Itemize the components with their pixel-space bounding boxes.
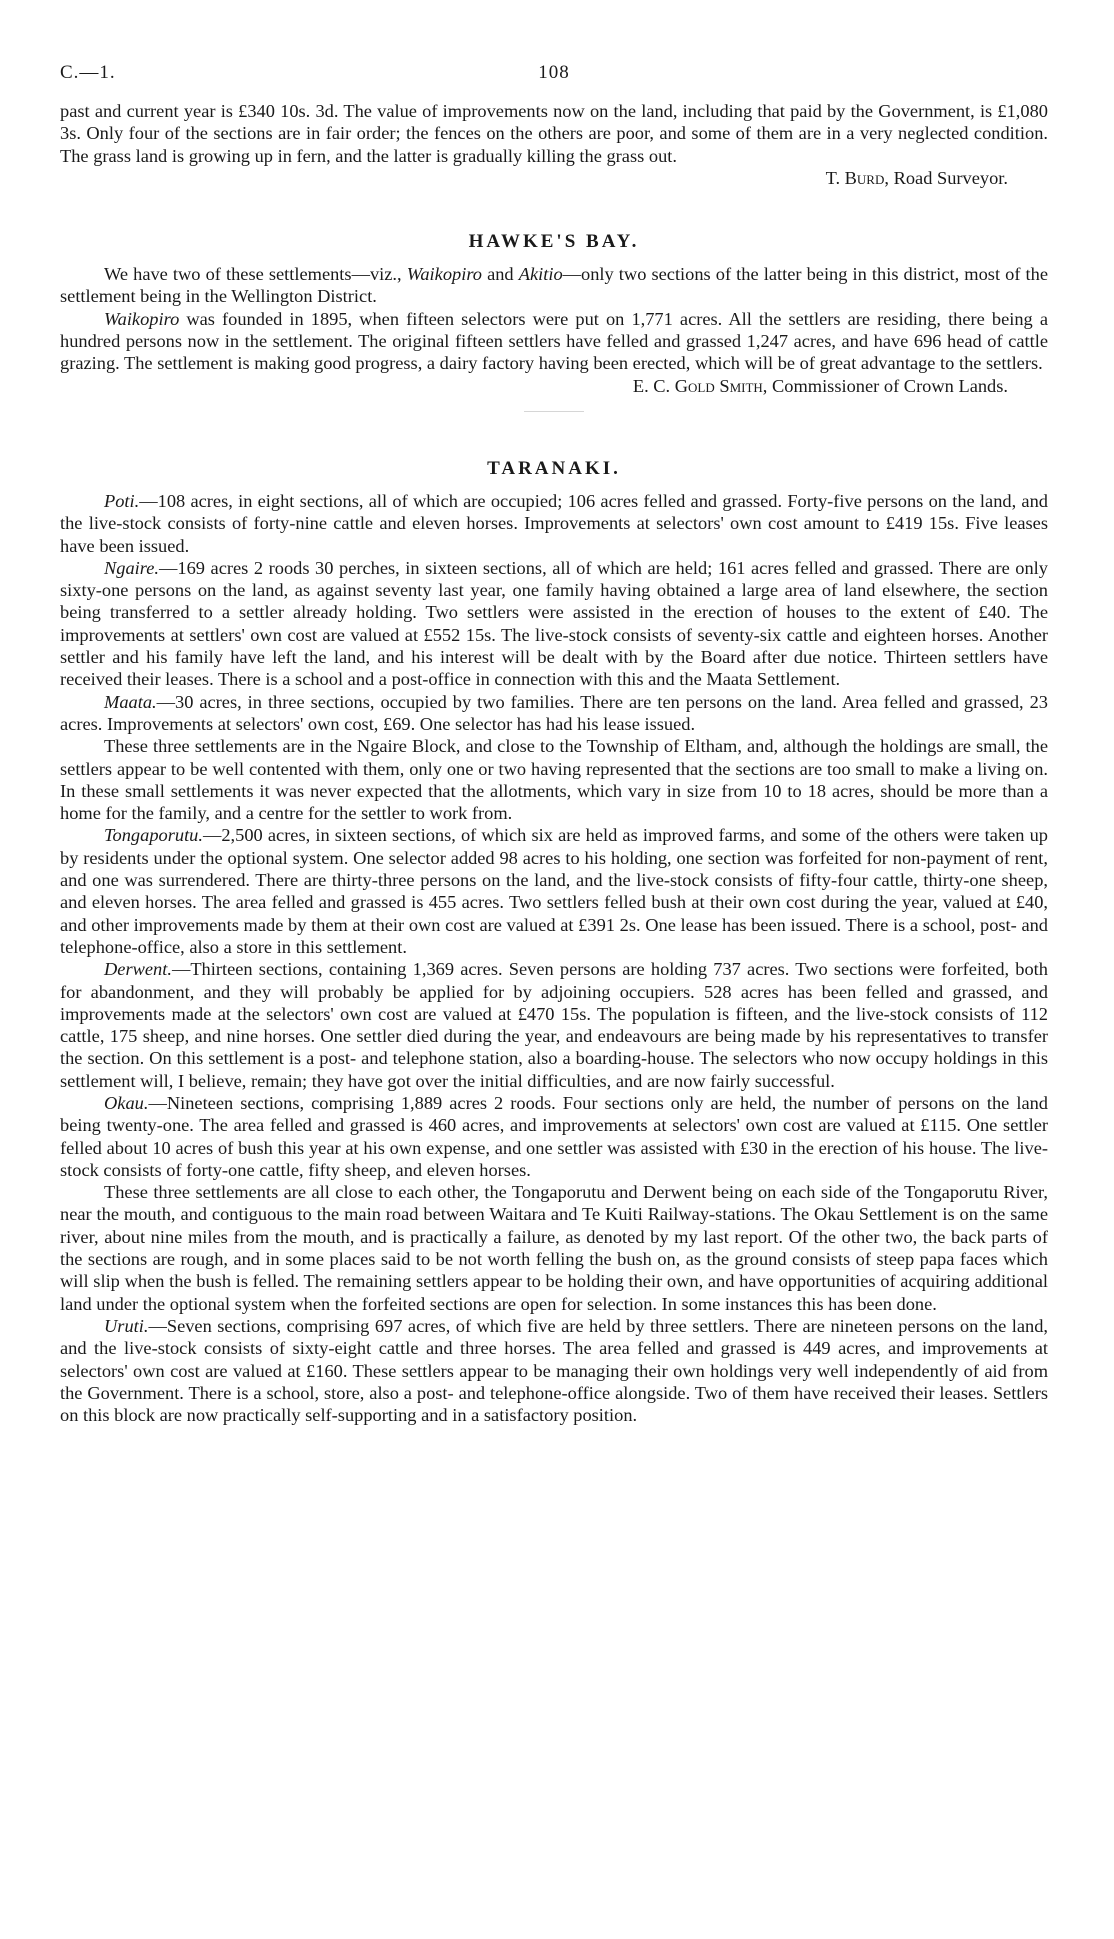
settlement-name: Waikopiro — [104, 308, 180, 329]
settlement-name: Uruti. — [104, 1315, 149, 1336]
intro-paragraph: past and current year is £340 10s. 3d. The value of improvements now on the land, including that paid by the Government, is £1,080 3s. Only four of the sections are in fair order; the fences on the others are poor, and some of them are in a very neglected condition. The grass land is growing up in fern, and the latter is gradually killing the grass out. — [60, 101, 1048, 166]
derwent-paragraph: Derwent.—Thirteen sections, containing 1,369 acres. Seven persons are holding 737 acres. Two sections were forfeited, both for abandonment, and they will probably be applied for by adjoining occupiers. 528 acres has been felled and grassed, and improvements made at the selectors' own cost are valued at £470 15s. The population is fifteen, and the live-stock consists of 112 cattle, 175 sheep, and nine horses. One settler died during the year, and endeavours are being made by his representatives to transfer the section. On this settlement is a post- and telephone station, also a boarding-house. The selectors who now occupy holdings in this settlement will, I believe, remain; they have got over the initial difficulties, and are now fairly successful. — [60, 959, 1048, 1091]
hawkes-bay-signature — [589, 375, 1008, 397]
document-reference: C.—1. — [60, 62, 116, 83]
uruti-paragraph: Uruti.—Seven sections, comprising 697 acres, of which five are held by three settlers. There are nineteen persons on the land, and the live-stock consists of sixty-eight cattle and three horses. The area felled and grassed is 449 acres, and improvements at selectors' own cost are valued at £160. These settlers appear to be managing their own holdings very well independently of aid from the Government. There is a school, store, also a post- and telephone-office alongside. Two of them have received their leases. Settlers on this block are now practically self-supporting and in a satisfactory position. — [60, 1315, 1048, 1426]
settlement-name: Tongaporutu. — [104, 825, 203, 846]
signature-name: E. C. Gold Smith, — [632, 375, 768, 396]
settlement-name: Ngaire. — [104, 557, 160, 578]
okau-paragraph: Okau.—Nineteen sections, comprising 1,889 acres 2 roods. Four sections only are held, the number of persons on the land being twenty-one. The area felled and grassed is 460 acres, and improvements at selectors' own cost are valued at £115. One settler felled about 10 acres of bush this year at his own expense, and one settler was assisted with £30 in the erection of his house. The live-stock consists of forty-one cattle, fifty sheep, and eleven horses. — [60, 1092, 1048, 1180]
intro-signature — [60, 167, 1008, 189]
signature-title: Commissioner of Crown Lands. — [772, 375, 1008, 396]
running-head — [60, 62, 1048, 100]
settlement-name: Okau. — [104, 1092, 149, 1113]
hawkes-bay-paragraph-2: Waikopiro was founded in 1895, when fifteen selectors were put on 1,771 acres. All the settlers are residing, there being a hundred persons now in the settlement. The original fifteen settlers have felled and grassed 1,247 acres, and have 696 head of cattle grazing. The settlement is making good progress, a dairy factory having been erected, which will be of great advantage to the settlers. E. C. Gold Smith, Commissioner of Crown Lands. — [60, 308, 1048, 396]
page-number: 108 — [538, 62, 570, 83]
settlement-name: Derwent. — [104, 959, 172, 980]
ngaire-paragraph: Ngaire.—169 acres 2 roods 30 perches, in sixteen sections, all of which are held; 161 acres felled and grassed. There are only sixty-one persons on the land, as against seventy last year, one family having obtained a large area of land elsewhere, the section being transferred to a settler already holding. Two settlers were assisted in the erection of houses to the extent of £40. The improvements at settlers' own cost are valued at £552 15s. The live-stock consists of seventy-six cattle and eighteen horses. Another settler and his family have left the land, and his interest will be dealt with by the Board after due notice. Thirteen settlers have received their leases. There is a school and a post-office in connection with this and the Maata Settlement. — [60, 557, 1048, 690]
signature-name: T. Burd, — [825, 167, 889, 188]
settlement-name: Waikopiro — [406, 264, 482, 285]
tongaporutu-paragraph: Tongaporutu.—2,500 acres, in sixteen sections, of which six are held as improved farms, and some of the others were taken up by residents under the optional system. One selector added 98 acres to his holding, one section was forfeited for non-payment of rent, and one was surrendered. There are thirty-three persons on the land, and the live-stock consists of fifty-four cattle, thirty-one sheep, and eleven horses. The area felled and grassed is 455 acres. Two settlers felled bush at their own cost during the year, valued at £40, and other improvements made by them at their own cost are valued at £391 2s. One lease has been issued. There is a school, post- and telephone-office, also a store in this settlement. — [60, 825, 1048, 957]
settlement-name: Maata. — [104, 691, 157, 712]
document-page — [60, 62, 1048, 1426]
settlement-name: Poti. — [104, 490, 140, 511]
section-title-hawkes-bay: HAWKE'S BAY. — [468, 231, 640, 253]
maata-paragraph: Maata.—30 acres, in three sections, occupied by two families. There are ten persons on the land. Area felled and grassed, 23 acres. Improvements at selectors' own cost, £69. One selector has had his lease issued. — [60, 691, 1048, 734]
hawkes-bay-paragraph-1: We have two of these settlements—viz., Waikopiro and Akitio—only two sections of the latter being in this district, most of the settlement being in the Wellington District. — [60, 264, 1049, 307]
settlement-name: Akitio — [518, 264, 563, 285]
section-title-taranaki: TARANAKI. — [487, 457, 621, 479]
poti-paragraph: Poti.—108 acres, in eight sections, all of which are occupied; 106 acres felled and grassed. Forty-five persons on the land, and the live-stock consists of forty-nine cattle and eleven horses. Improvements at selectors' own cost amount to £419 15s. Five leases have been issued. — [60, 490, 1048, 556]
signature-title: Road Surveyor. — [893, 167, 1008, 188]
ngaire-block-paragraph: These three settlements are in the Ngaire Block, and close to the Township of Eltham, and, although the holdings are small, the settlers appear to be well contented with them, only one or two having represented that the sections are too small to make a living on. In these small settlements it was never expected that the allotments, which vary in size from 10 to 18 acres, should be more than a home for the family, and a centre for the settler to work from. — [60, 736, 1048, 824]
three-settlements-paragraph: These three settlements are all close to each other, the Tongaporutu and Derwent being on each side of the Tongaporutu River, near the mouth, and contiguous to the main road between Waitara and Te Kuiti Railway-stations. The Okau Settlement is on the same river, about nine miles from the mouth, and is practically a failure, as denoted by my last report. Of the other two, the back parts of the sections are rough, and in some places said to be not worth felling the bush on, as the ground consists of steep papa faces which will slip when the bush is felled. The remaining settlers appear to be holding their own, and have opportunities of acquiring additional land under the optional system when the forfeited sections are open for selection. In some instances this has been done. — [60, 1182, 1048, 1314]
section-divider — [524, 411, 584, 412]
